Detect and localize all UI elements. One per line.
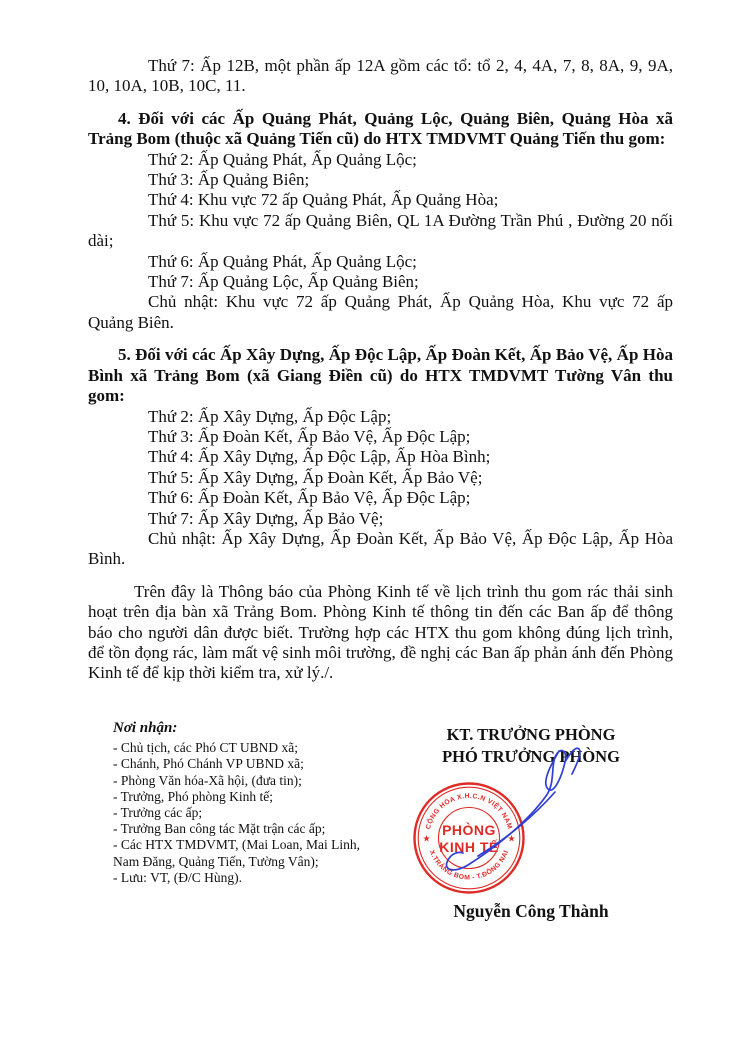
schedule-line: Thứ 7: Ấp Quảng Lộc, Ấp Quảng Biên; [148,272,419,292]
recipients-title: Nơi nhận: [113,720,178,736]
handwritten-signature-icon [405,740,595,885]
recipient-line: - Lưu: VT, (Đ/C Hùng). [113,869,243,885]
schedule-line: Thứ 3: Ấp Quảng Biên; [148,170,310,190]
schedule-line: Thứ 5: Ấp Xây Dựng, Ấp Đoàn Kết, Ấp Bảo Vệ; [148,467,483,487]
schedule-line: Thứ 3: Ấp Đoàn Kết, Ấp Bảo Vệ, Ấp Độc Lập; [148,426,471,446]
body-paragraph: Thứ 7: Ấp 12B, một phần ấp 12A gồm các tổ: tổ 2, 4, 4A, 7, 8, 8A, 9, 9A, 10, 10A, 10B, 10C, 11. [88,56,673,96]
schedule-line: Thứ 7: Ấp Xây Dựng, Ấp Bảo Vệ; [148,508,384,528]
recipients-block [113,720,413,886]
section-4-heading: 4. Đối với các Ấp Quảng Phát, Quảng Lộc, Quảng Biên, Quảng Hòa xã Trảng Bom (thuộc xã Quảng Tiến cũ) do HTX TMDVMT Quảng Tiến thu gom: [88,108,673,149]
recipient-line: - Chánh, Phó Chánh VP UBND xã; [113,756,304,772]
schedule-line: Thứ 6: Ấp Quảng Phát, Ấp Quảng Lộc; [148,251,417,271]
signer-role-line1: KT. TRƯỞNG PHÒNG [446,725,616,744]
schedule-line: Thứ 4: Khu vực 72 ấp Quảng Phát, Ấp Quảng Hòa; [148,190,499,210]
recipient-line: - Chủ tịch, các Phó CT UBND xã; [113,740,298,756]
schedule-line: Thứ 2: Ấp Quảng Phát, Ấp Quảng Lộc; [148,149,417,169]
recipient-line: - Trưởng Ban công tác Mặt trận các ấp; [113,821,326,837]
stamp-center-line2: KINH TẾ [439,839,499,855]
closing-paragraph: Trên đây là Thông báo của Phòng Kinh tế về lịch trình thu gom rác thải sinh hoạt trên địa bàn xã Trảng Bom. Phòng Kinh tế thông tin đến các Ban ấp để thông báo cho người dân được biết. Trường hợp các HTX thu gom không đúng lịch trình, để tồn đọng rác, làm mất vệ sinh môi trường, đề nghị các Ban ấp phản ánh đến Phòng Kinh tế để kịp thời kiểm tra, xử lý./. [88,581,673,683]
signer-name: Nguyễn Công Thành [453,901,609,921]
schedule-line: Chủ nhật: Ấp Xây Dựng, Ấp Đoàn Kết, Ấp Bảo Vệ, Ấp Độc Lập, Ấp Hòa Bình. [88,528,673,569]
schedule-line: Thứ 2: Ấp Xây Dựng, Ấp Độc Lập; [148,406,392,426]
schedule-line: Thứ 6: Ấp Đoàn Kết, Ấp Bảo Vệ, Ấp Độc Lập; [148,488,471,508]
recipient-line: - Các HTX TMDVMT, (Mai Loan, Mai Linh, [113,837,360,853]
stamp-star-left-icon: ★ [422,833,431,844]
recipient-line: - Trưởng, Phó phòng Kinh tế; [113,788,273,804]
schedule-line: Thứ 4: Ấp Xây Dựng, Ấp Độc Lập, Ấp Hòa Bình; [148,447,491,467]
stamp-star-right-icon: ★ [507,833,516,844]
schedule-line: Thứ 5: Khu vực 72 ấp Quảng Biên, QL 1A Đường Trần Phú , Đường 20 nối dài; [88,210,673,251]
recipient-line: - Phòng Văn hóa-Xã hội, (đưa tin); [113,772,302,788]
signer-role-line2: PHÓ TRƯỞNG PHÒNG [442,747,620,766]
section-5-heading: 5. Đối với các Ấp Xây Dựng, Ấp Độc Lập, Ấp Đoàn Kết, Ấp Bảo Vệ, Ấp Hòa Bình xã Trảng Bom (xã Giang Điền cũ) do HTX TMDVMT Tường Vân thu gom: [88,345,673,406]
schedule-line: Chủ nhật: Khu vực 72 ấp Quảng Phát, Ấp Quảng Hòa, Khu vực 72 ấp Quảng Biên. [88,292,673,332]
stamp-center-line1: PHÒNG [442,822,496,838]
stamp-top-arc-text: CỘNG HÒA X.H.C.N VIỆT NAM [425,792,514,831]
document-body [88,56,673,684]
recipient-line: - Trưởng các ấp; [113,805,203,821]
stamp-bottom-arc-text: X.TRẢNG BOM - T.ĐỒNG NAI [427,849,511,882]
recipient-line: Nam Đăng, Quảng Tiến, Tường Vân); [113,853,319,869]
